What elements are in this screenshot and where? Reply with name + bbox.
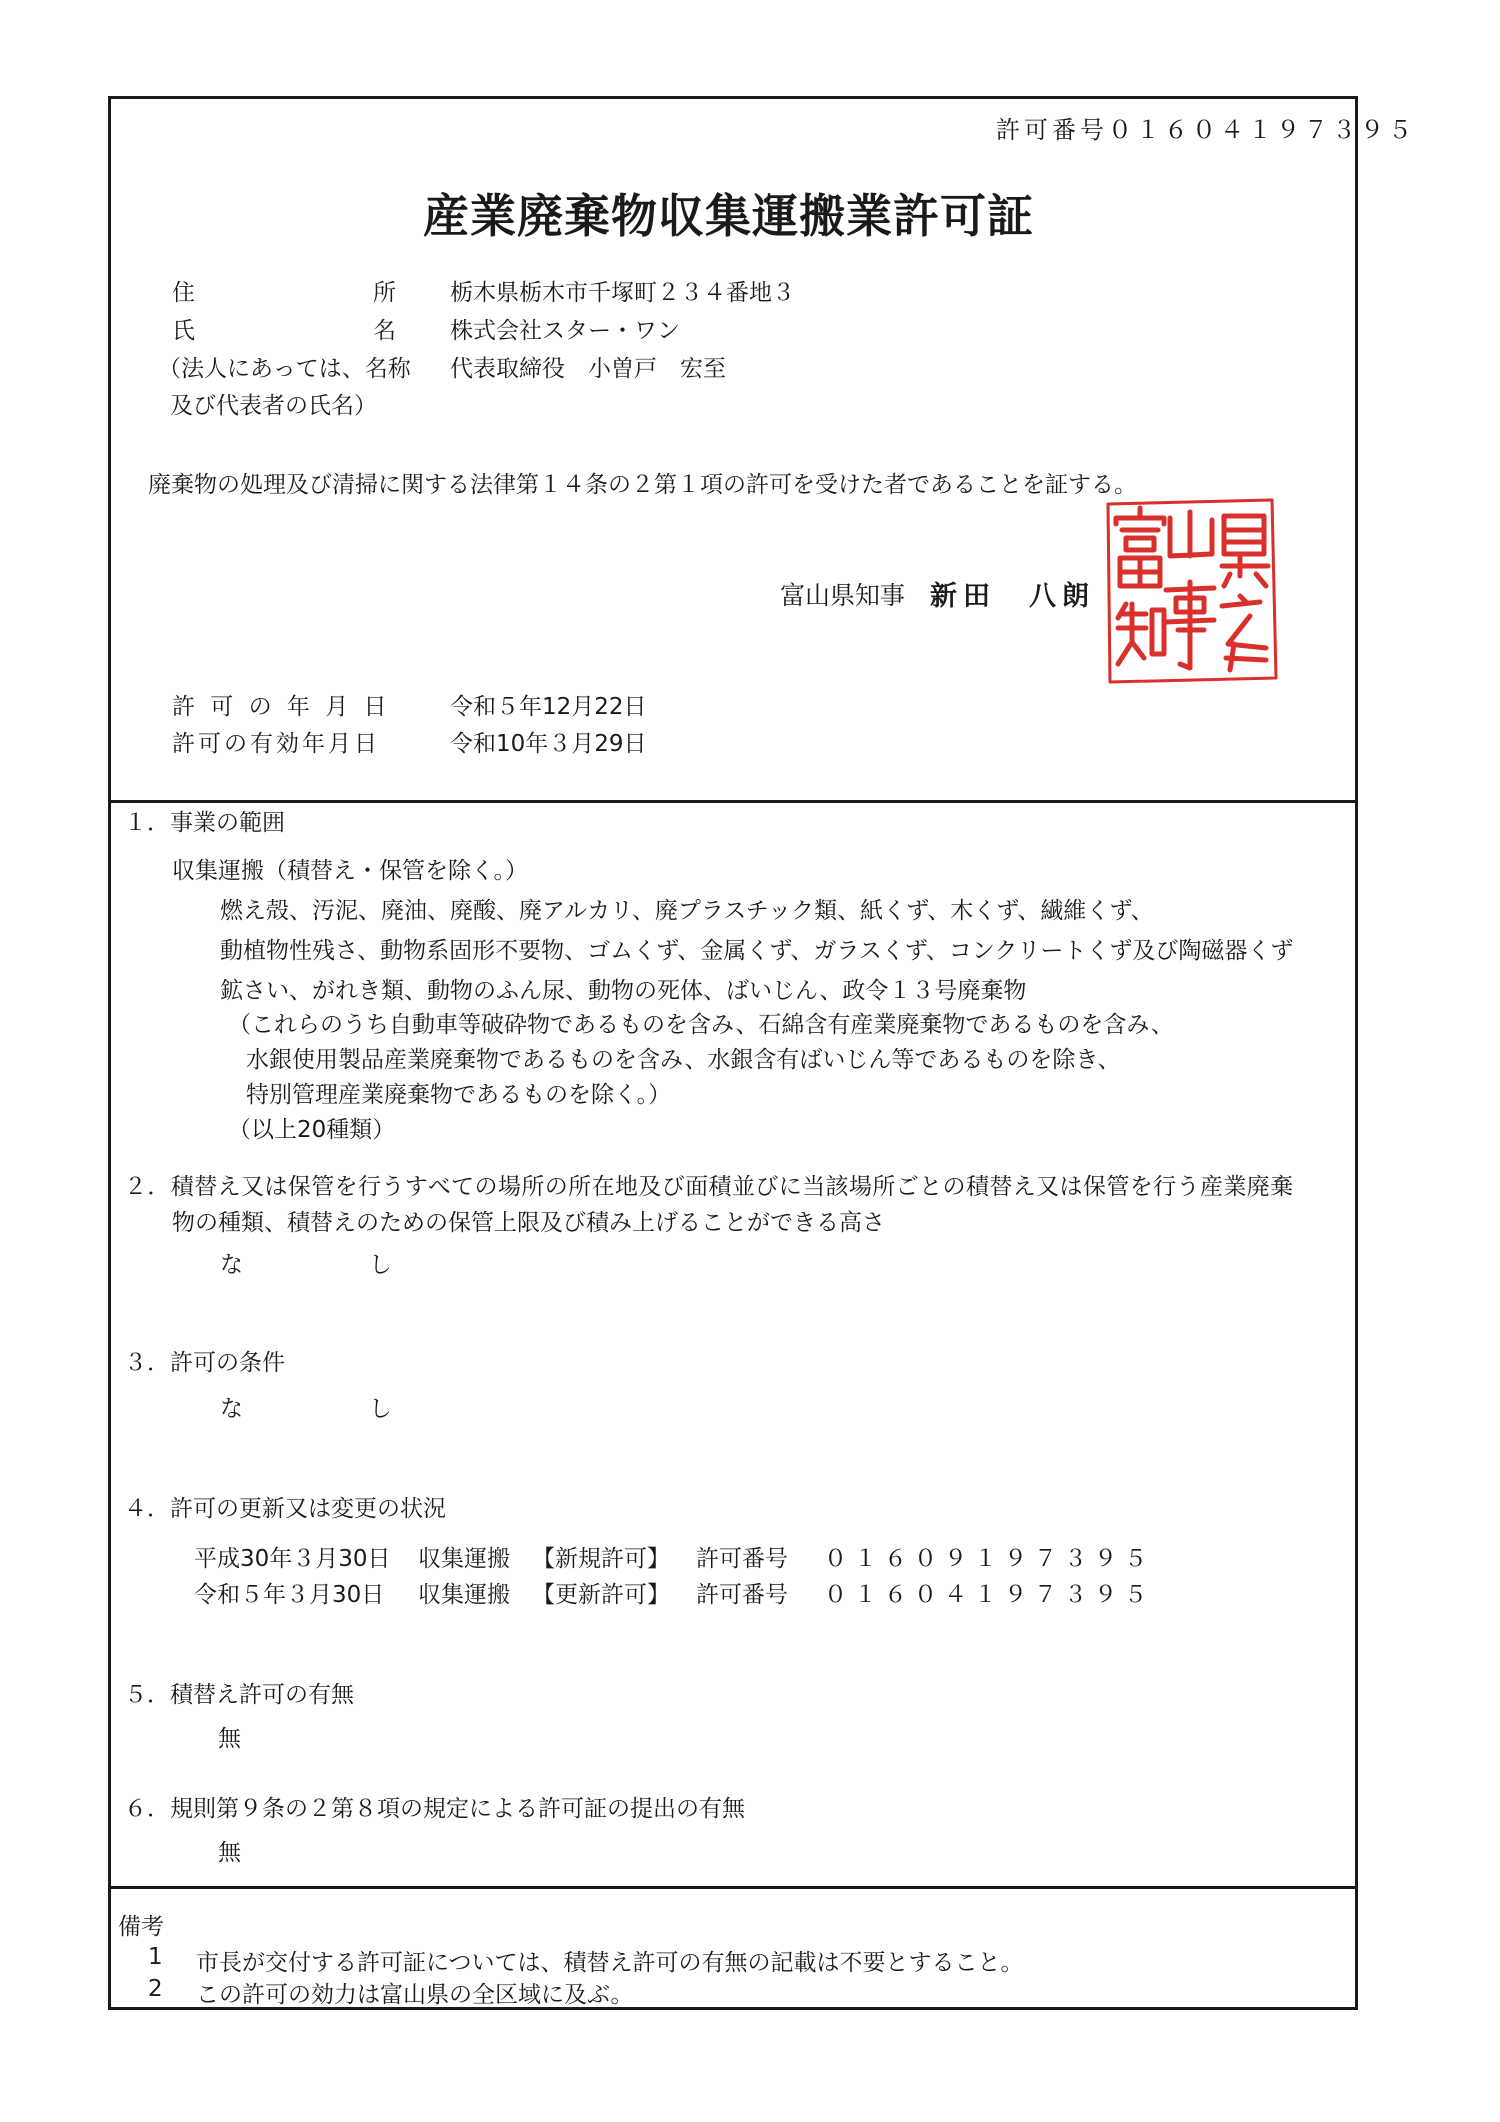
remark-text: この許可の効力は富山県の全区域に及ぶ。 — [196, 1982, 634, 2008]
waste-note: （これらのうち自動車等破砕物であるものを含み、石綿含有産業廃棄物であるものを含み、 — [228, 1012, 1174, 1038]
page-title: 産業廃棄物収集運搬業許可証 — [423, 189, 1034, 243]
representative: 代表取締役 小曽戸 宏至 — [450, 356, 726, 382]
remark-number: 1 — [148, 1944, 163, 1970]
governor-title: 富山県知事 — [780, 581, 906, 610]
section-3-value: な し — [220, 1396, 392, 1422]
name-label: 氏 名 — [172, 318, 396, 344]
history-label: 許可番号 — [696, 1582, 788, 1608]
governor-name: 新田 八朗 — [930, 581, 1095, 612]
remark-text: 市長が交付する許可証については、積替え許可の有無の記載は不要とすること。 — [196, 1950, 1024, 1976]
section-6-heading: ６．規則第９条の２第８項の規定による許可証の提出の有無 — [124, 1796, 745, 1822]
history-number: ０１６０４１９７３９５ — [824, 1582, 1154, 1608]
history-type: 収集運搬 — [418, 1546, 510, 1572]
section-3-heading: ３．許可の条件 — [124, 1350, 285, 1376]
section-4-heading: ４．許可の更新又は変更の状況 — [124, 1496, 446, 1522]
history-kind: 【更新許可】 — [532, 1582, 670, 1608]
section-1-heading: １．事業の範囲 — [124, 810, 285, 836]
address-label: 住 所 — [172, 280, 396, 306]
certification-statement: 廃棄物の処理及び清掃に関する法律第１４条の２第１項の許可を受けた者であることを証する。 — [148, 472, 1137, 498]
expiry-date-value: 令和10年３月29日 — [450, 731, 647, 757]
history-kind: 【新規許可】 — [532, 1546, 670, 1572]
waste-line: 鉱さい、がれき類、動物のふん尿、動物の死体、ばいじん、政令１３号廃棄物 — [220, 978, 1027, 1004]
section-2-heading-cont: 物の種類、積替えのための保管上限及び積み上げることができる高さ — [172, 1210, 885, 1236]
waste-total: （以上20種類） — [228, 1117, 396, 1143]
waste-line: 燃え殻、汚泥、廃油、廃酸、廃アルカリ、廃プラスチック類、紙くず、木くず、繊維くず、 — [220, 898, 1154, 924]
permit-number: 許可番号０１６０４１９７３９５ — [996, 116, 1416, 144]
expiry-date-label: 許可の有効年月日 — [172, 731, 380, 757]
corp-note-line1: （法人にあっては、名称 — [158, 356, 411, 382]
history-label: 許可番号 — [696, 1546, 788, 1572]
section-2-heading: ２．積替え又は保管を行うすべての場所の所在地及び面積並びに当該場所ごとの積替え又は保管を行う産業廃棄 — [124, 1174, 1294, 1200]
corp-note-line2: 及び代表者の氏名） — [170, 393, 377, 419]
section-6-value: 無 — [218, 1840, 241, 1866]
official-seal-icon — [1100, 494, 1282, 688]
waste-note: 特別管理産業廃棄物であるものを除く。） — [246, 1082, 672, 1108]
remarks-divider — [108, 1886, 1358, 1889]
issue-date-label: 許 可 の 年 月 日 — [172, 694, 391, 720]
remark-number: 2 — [148, 1976, 163, 2002]
waste-note: 水銀使用製品産業廃棄物であるものを含み、水銀含有ばいじん等であるものを除き、 — [246, 1047, 1121, 1073]
history-date: 平成30年３月30日 — [194, 1546, 391, 1572]
section-1-category: 収集運搬（積替え・保管を除く。） — [172, 858, 529, 884]
history-type: 収集運搬 — [418, 1582, 510, 1608]
name-value: 株式会社スター・ワン — [450, 318, 680, 344]
section-5-heading: ５．積替え許可の有無 — [124, 1682, 354, 1708]
section-2-value: な し — [220, 1252, 392, 1278]
section-5-value: 無 — [218, 1726, 241, 1752]
history-number: ０１６０９１９７３９５ — [824, 1546, 1154, 1572]
waste-line: 動植物性残さ、動物系固形不要物、ゴムくず、金属くず、ガラスくず、コンクリートくず及び陶磁器くず — [220, 938, 1294, 964]
issue-date-value: 令和５年12月22日 — [450, 694, 647, 720]
address-value: 栃木県栃木市千塚町２３４番地３ — [450, 280, 795, 306]
history-date: 令和５年３月30日 — [194, 1582, 385, 1608]
section-divider — [108, 800, 1358, 803]
remarks-heading: 備考 — [118, 1914, 164, 1940]
